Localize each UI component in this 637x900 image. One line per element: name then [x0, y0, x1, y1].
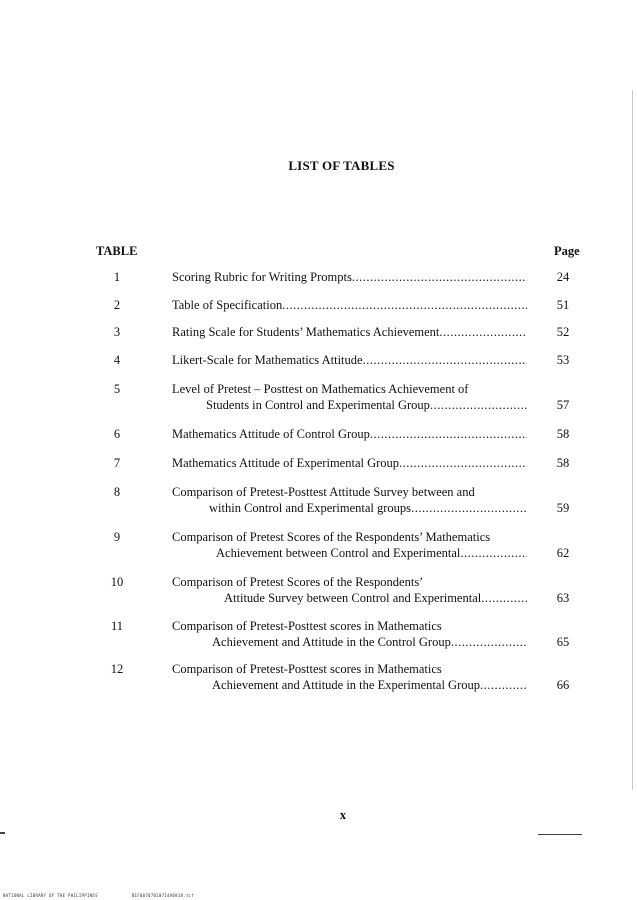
table-title	[172, 529, 527, 561]
page-number: 58	[556, 456, 570, 470]
table-title-line: Mathematics Attitude of Experimental Group	[172, 456, 400, 470]
table-number: 3	[113, 325, 121, 339]
table-number: 1	[113, 270, 121, 284]
table-number: 6	[113, 427, 121, 441]
table-title	[172, 269, 527, 285]
table-title-line: Table of Specification	[172, 298, 283, 312]
table-title-line: Level of Pretest – Posttest on Mathematics Achievement of	[172, 382, 469, 396]
table-number: 5	[113, 382, 121, 396]
table-title	[172, 426, 527, 442]
page-number: 52	[556, 325, 570, 339]
footer-page-number: x	[339, 808, 347, 822]
table-title	[172, 352, 527, 368]
column-header-page: Page	[554, 244, 580, 258]
page-number: 51	[556, 298, 570, 312]
page-number: 58	[556, 427, 570, 441]
table-title	[172, 297, 527, 313]
page-number: 65	[556, 635, 570, 649]
scan-id-label: B1F00707B10714A0818.tif	[131, 893, 195, 898]
scan-edge-line	[632, 90, 633, 790]
scan-library-label: NATIONAL LIBRARY OF THE PHILIPPINES	[3, 893, 98, 898]
table-title-line: Comparison of Pretest Scores of the Respondents’ Mathematics	[172, 530, 491, 544]
table-title-line: Achievement and Attitude in the Control Group	[212, 635, 451, 649]
dot-leader	[451, 634, 527, 650]
page-number: 59	[556, 501, 570, 515]
table-number: 10	[110, 575, 124, 589]
page-number: 66	[556, 678, 570, 692]
page-number: 62	[556, 546, 570, 560]
dot-leader	[282, 297, 527, 313]
table-title	[172, 484, 527, 516]
column-header-table: TABLE	[96, 244, 138, 258]
table-title-line: Likert-Scale for Mathematics Attitude	[172, 353, 363, 367]
dot-leader	[481, 590, 527, 606]
table-title	[172, 661, 527, 693]
table-title	[172, 324, 527, 340]
dot-leader	[363, 352, 527, 368]
table-title-line: Comparison of Pretest-Posttest scores in Mathematics	[172, 619, 442, 633]
dot-leader	[411, 500, 527, 516]
table-title	[172, 455, 527, 471]
table-number: 7	[113, 456, 121, 470]
table-title-line: Attitude Survey between Control and Experimental	[224, 591, 482, 605]
table-title-line: Achievement and Attitude in the Experimental Group	[212, 678, 480, 692]
page-title: LIST OF TABLES	[288, 158, 395, 173]
table-number: 11	[110, 619, 124, 633]
page-number: 53	[556, 353, 570, 367]
dot-leader	[480, 677, 527, 693]
table-number: 9	[113, 530, 121, 544]
table-number: 4	[113, 353, 121, 367]
table-title	[172, 618, 527, 650]
table-title-line: Students in Control and Experimental Group	[206, 398, 430, 412]
table-title-line: Mathematics Attitude of Control Group	[172, 427, 370, 441]
page-number: 63	[556, 591, 570, 605]
table-title-line: within Control and Experimental groups	[209, 501, 412, 515]
page-number: 57	[556, 398, 570, 412]
table-number: 8	[113, 485, 121, 499]
dot-leader	[399, 455, 527, 471]
table-title-line: Scoring Rubric for Writing Prompts	[172, 270, 352, 284]
table-title-line: Comparison of Pretest-Posttest Attitude Survey between and	[172, 485, 475, 499]
table-number: 12	[110, 662, 124, 676]
scan-rule	[538, 834, 582, 835]
dot-leader	[370, 426, 527, 442]
dot-leader	[460, 545, 527, 561]
scan-footer	[3, 893, 194, 898]
table-title	[172, 574, 527, 606]
scan-mark	[0, 832, 5, 834]
table-number: 2	[113, 298, 121, 312]
page-number: 24	[556, 270, 570, 284]
table-title-line: Comparison of Pretest-Posttest scores in Mathematics	[172, 662, 442, 676]
table-title	[172, 381, 527, 413]
table-title-line: Comparison of Pretest Scores of the Respondents’	[172, 575, 424, 589]
table-title-line: Achievement between Control and Experimental	[216, 546, 461, 560]
dot-leader	[430, 397, 527, 413]
dot-leader	[352, 269, 527, 285]
dot-leader	[439, 324, 527, 340]
table-title-line: Rating Scale for Students’ Mathematics Achievement	[172, 325, 440, 339]
